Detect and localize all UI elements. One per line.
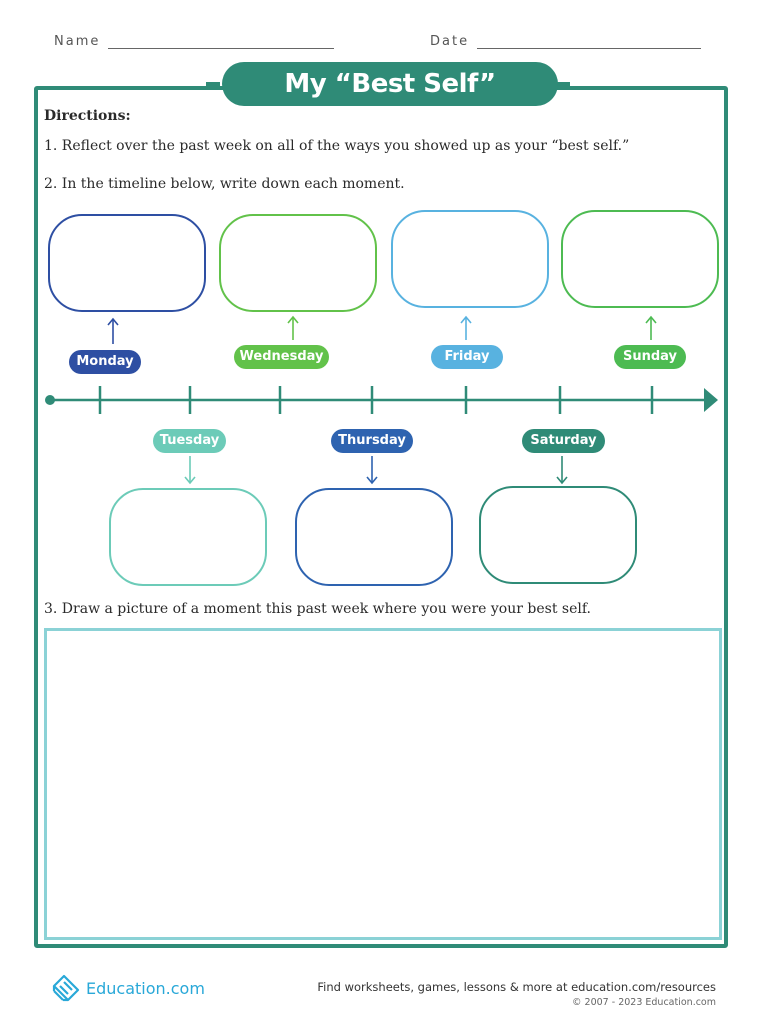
thursday-label: Thursday (331, 429, 413, 453)
footer-info (317, 980, 716, 1008)
date-label: Date (430, 34, 470, 49)
direction-step-3: 3. Draw a picture of a moment this past week where you were your best self. (44, 601, 591, 617)
worksheet-title: My “Best Self” Timeline (222, 62, 558, 106)
saturday-box[interactable] (479, 486, 637, 584)
drawing-area[interactable] (44, 628, 722, 940)
education-logo-icon (50, 972, 82, 1004)
tuesday-label: Tuesday (153, 429, 226, 453)
directions-heading: Directions: (44, 108, 131, 124)
brand-name: Education.com (86, 978, 205, 998)
direction-step-2: 2. In the timeline below, write down each moment. (44, 176, 405, 192)
direction-step-1: 1. Reflect over the past week on all of the ways you showed up as your “best self.” (44, 138, 630, 154)
monday-label: Monday (69, 350, 141, 374)
tuesday-box[interactable] (109, 488, 267, 586)
footer-copyright: © 2007 - 2023 Education.com (572, 997, 716, 1008)
name-label: Name (54, 34, 101, 49)
thursday-box[interactable] (295, 488, 453, 586)
sunday-box[interactable] (561, 210, 719, 308)
sunday-label: Sunday (614, 345, 686, 369)
monday-box[interactable] (48, 214, 206, 312)
friday-box[interactable] (391, 210, 549, 308)
wednesday-label: Wednesday (234, 345, 329, 369)
friday-label: Friday (431, 345, 503, 369)
wednesday-box[interactable] (219, 214, 377, 312)
footer-tagline[interactable]: Find worksheets, games, lessons & more at education.com/resources (317, 980, 716, 994)
footer-brand[interactable] (50, 972, 205, 1004)
saturday-label: Saturday (522, 429, 605, 453)
